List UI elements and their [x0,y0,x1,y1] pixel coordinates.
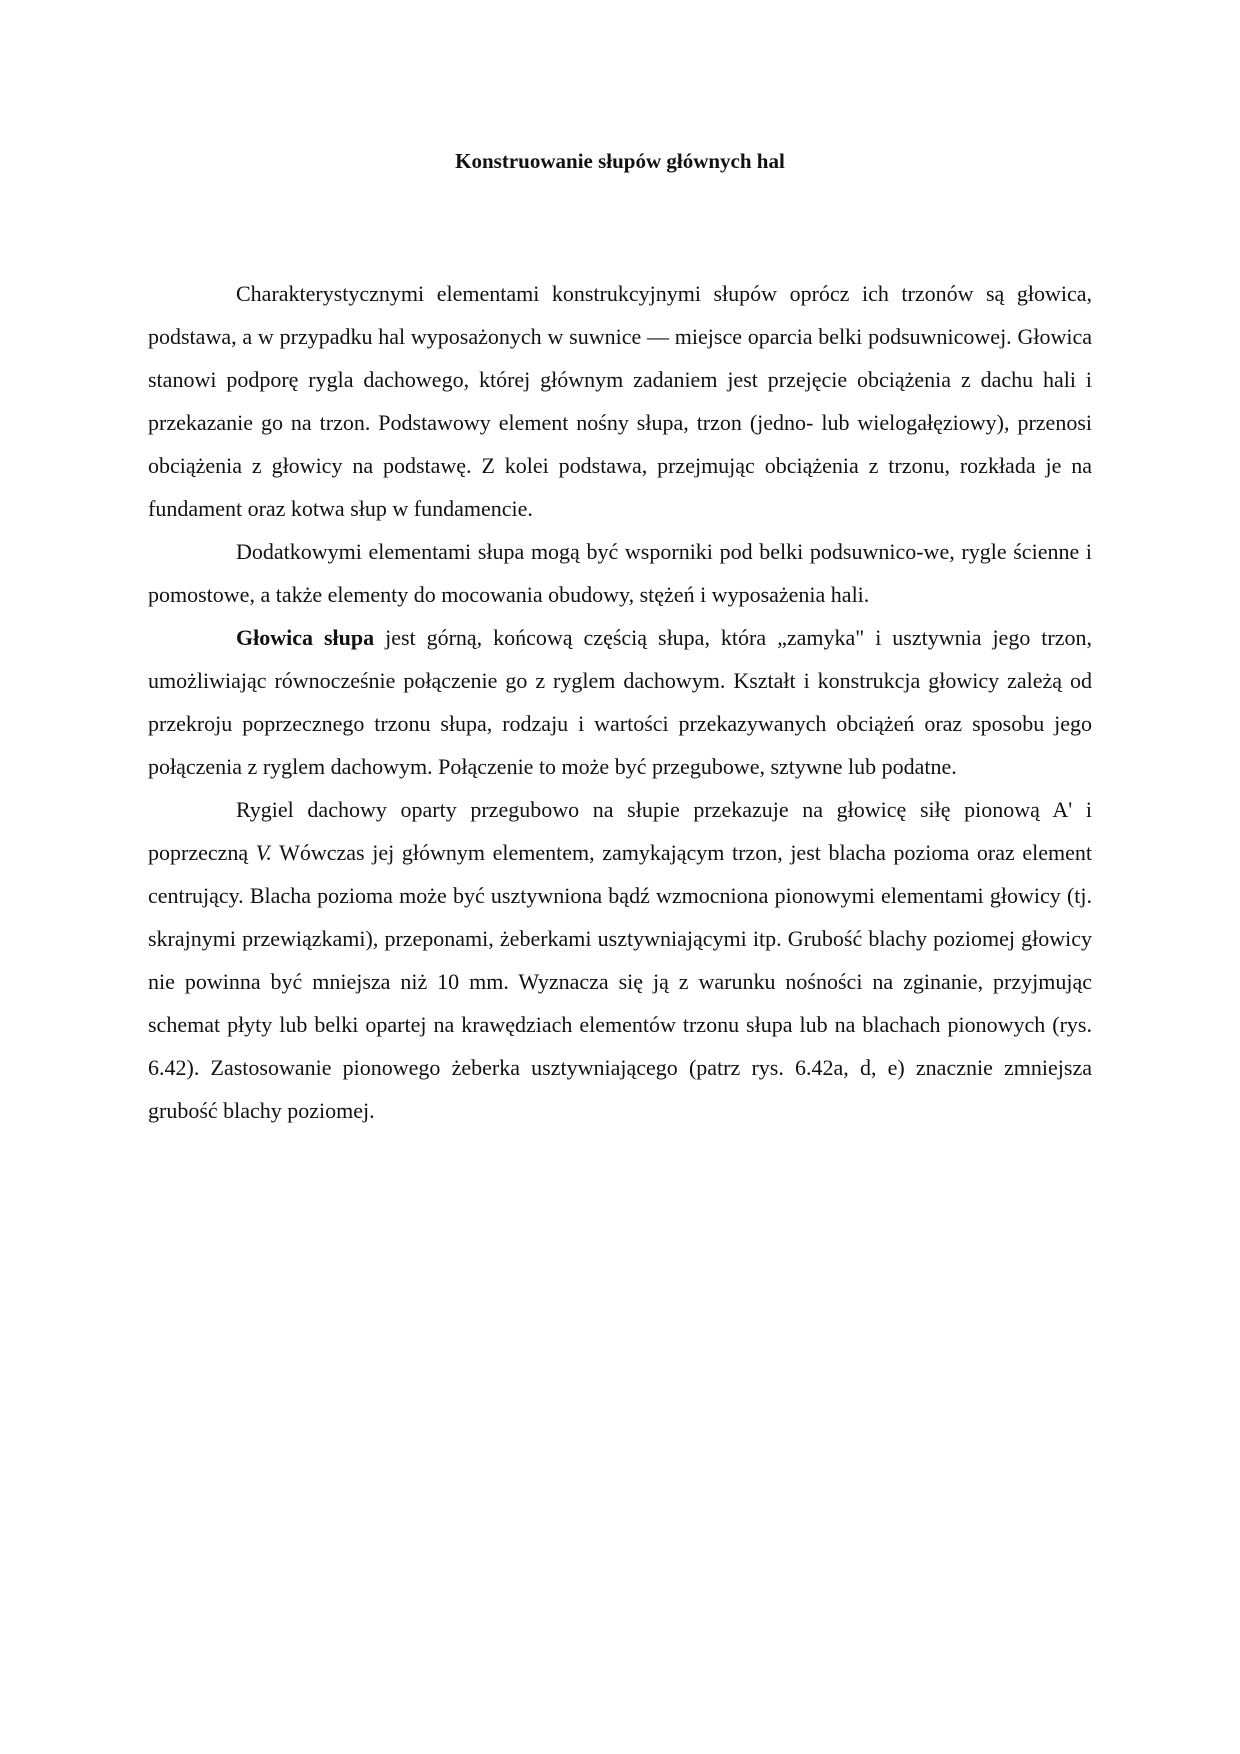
paragraph-4 [148,788,1092,1132]
paragraph-3-bold-lead: Głowica słupa [236,625,375,650]
paragraph-4-text-a: Rygiel dachowy oparty przegubowo na słupie przekazuje na głowicę siłę pionową A' i poprzeczną [148,797,1092,865]
paragraph-1 [148,272,1092,530]
paragraph-4-italic-symbol: V. [255,840,272,865]
paragraph-2 [148,530,1092,616]
paragraph-3 [148,616,1092,788]
paragraph-3-text: jest górną, końcową częścią słupa, która „zamyka" i usztywnia jego trzon, umożliwiając równocześnie połączenie go z ryglem dachowym. Kształt i konstrukcja głowicy zależą od przekroju poprzecznego trzonu słupa, rodzaju i wartości przekazywanych obciążeń oraz sposobu jego połączenia z ryglem dachowym. Połączenie to może być przegubowe, sztywne lub podatne. [148,625,1092,779]
paragraph-1-text: Charakterystycznymi elementami konstrukcyjnymi słupów oprócz ich trzonów są głowica, podstawa, a w przypadku hal wyposażonych w suwnice — miejsce oparcia belki podsuwnicowej. Głowica stanowi podporę rygla dachowego, której głównym zadaniem jest przejęcie obciążenia z dachu hali i przekazanie go na trzon. Podstawowy element nośny słupa, trzon (jedno- lub wielogałęziowy), przenosi obciążenia z głowicy na podstawę. Z kolei podstawa, przejmując obciążenia z trzonu, rozkłada je na fundament oraz kotwa słup w fundamencie. [148,281,1092,521]
document-title: Konstruowanie słupów głównych hal [455,149,785,173]
document-body [148,272,1092,1132]
paragraph-2-text: Dodatkowymi elementami słupa mogą być wsporniki pod belki podsuwnico-we, rygle ścienne i pomostowe, a także elementy do mocowania obudowy, stężeń i wyposażenia hali. [148,539,1092,607]
paragraph-4-text-b: Wówczas jej głównym elementem, zamykającym trzon, jest blacha pozioma oraz element centrujący. Blacha pozioma może być usztywniona bądź wzmocniona pionowymi elementami głowicy (tj. skrajnymi przewiązkami), przeponami, żeberkami usztywniającymi itp. Grubość blachy poziomej głowicy nie powinna być mniejsza niż 10 mm. Wyznacza się ją z warunku nośności na zginanie, przyjmując schemat płyty lub belki opartej na krawędziach elementów trzonu słupa lub na blachach pionowych (rys. 6.42). Zastosowanie pionowego żeberka usztywniającego (patrz rys. 6.42a, d, e) znacznie zmniejsza grubość blachy poziomej. [148,840,1093,1123]
